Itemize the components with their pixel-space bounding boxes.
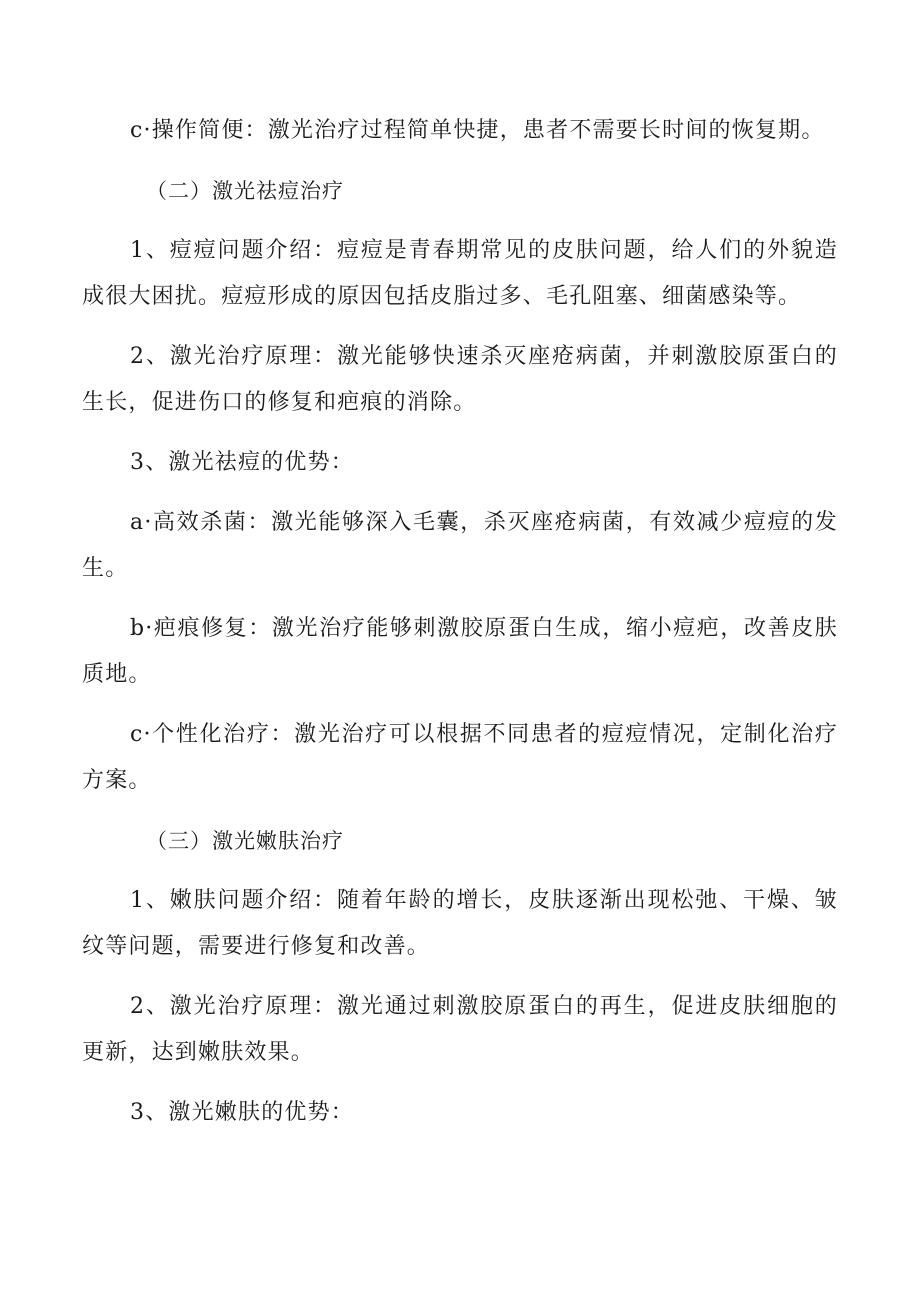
paragraph-acne-advantages: 3、激光祛痘的优势： bbox=[130, 450, 354, 475]
paragraph-c-easy-operation: c·操作简便：激光治疗过程简单快捷，患者不需要长时间的恢复期。 bbox=[130, 118, 825, 143]
paragraph-a-sterilization: a·高效杀菌：激光能够深入毛囊，杀灭座疮病菌，有效减少痘痘的发生。 bbox=[82, 510, 838, 581]
paragraph-rejuvenation-advantages: 3、激光嫩肤的优势： bbox=[130, 1100, 354, 1125]
paragraph-rejuvenation-intro: 1、嫩肤问题介绍：随着年龄的增长，皮肤逐渐出现松弛、干燥、皱纹等问题，需要进行修复和改善。 bbox=[82, 888, 838, 959]
paragraph-acne-intro: 1、痘痘问题介绍：痘痘是青春期常见的皮肤问题，给人们的外貌造成很大困扰。痘痘形成的原因包括皮脂过多、毛孔阻塞、细菌感染等。 bbox=[82, 238, 838, 309]
section-heading-acne: （二）激光祛痘治疗 bbox=[146, 179, 344, 203]
paragraph-b-scar-repair: b·疤痕修复：激光治疗能够刺激胶原蛋白生成，缩小痘疤，改善皮肤质地。 bbox=[82, 616, 838, 687]
paragraph-acne-principle: 2、激光治疗原理：激光能够快速杀灭座疮病菌，并刺激胶原蛋白的生长，促进伤口的修复和疤痕的消除。 bbox=[82, 344, 838, 415]
section-heading-rejuvenation: （三）激光嫩肤治疗 bbox=[146, 829, 344, 853]
paragraph-rejuvenation-principle: 2、激光治疗原理：激光通过刺激胶原蛋白的再生，促进皮肤细胞的更新，达到嫩肤效果。 bbox=[82, 994, 838, 1065]
paragraph-c-personalized: c·个性化治疗：激光治疗可以根据不同患者的痘痘情况，定制化治疗方案。 bbox=[82, 722, 838, 793]
document-page bbox=[82, 108, 838, 1150]
